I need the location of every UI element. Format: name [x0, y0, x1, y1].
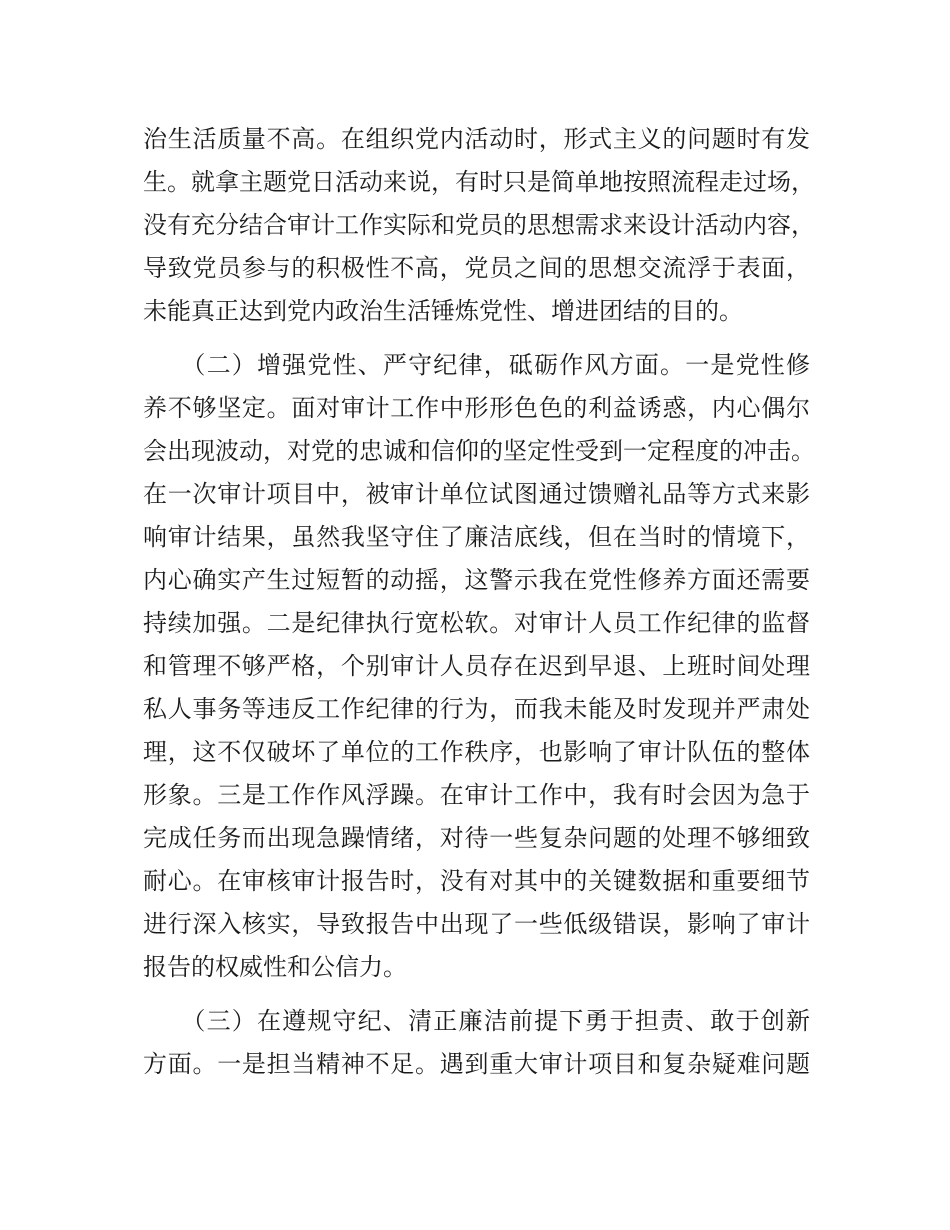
text-line: 理，这不仅破坏了单位的工作秩序，也影响了审计队伍的整体: [143, 738, 810, 766]
text-line: 治生活质量不高。在组织党内活动时，形式主义的问题时有发: [143, 125, 810, 153]
text-line: 未能真正达到党内政治生活锤炼党性、增进团结的目的。: [143, 297, 743, 325]
paragraph-3: [143, 1000, 810, 1086]
text-line: 形象。三是工作作风浮躁。在审计工作中，我有时会因为急于: [143, 781, 810, 809]
text-line: （二）增强党性、严守纪律，砥砺作风方面。一是党性修: [143, 351, 810, 379]
text-line: 响审计结果，虽然我坚守住了廉洁底线，但在当时的情境下，: [143, 523, 810, 551]
text-line: 和管理不够严格，个别审计人员存在迟到早退、上班时间处理: [143, 652, 810, 680]
text-line: 完成任务而出现急躁情绪，对待一些复杂问题的处理不够细致: [143, 824, 810, 852]
text-line: 生。就拿主题党日活动来说，有时只是简单地按照流程走过场，: [143, 168, 815, 196]
text-line: 在一次审计项目中，被审计单位试图通过馈赠礼品等方式来影: [143, 480, 810, 508]
text-line: 会出现波动，对党的忠诚和信仰的坚定性受到一定程度的冲击。: [143, 437, 815, 465]
text-line: （三）在遵规守纪、清正廉洁前提下勇于担责、敢于创新: [143, 1007, 810, 1035]
text-line: 内心确实产生过短暂的动摇，这警示我在党性修养方面还需要: [143, 566, 810, 594]
text-line: 导致党员参与的积极性不高，党员之间的思想交流浮于表面，: [143, 254, 810, 282]
text-line: 持续加强。二是纪律执行宽松软。对审计人员工作纪律的监督: [143, 609, 810, 637]
text-line: 私人事务等违反工作纪律的行为，而我未能及时发现并严肃处: [143, 695, 810, 723]
text-line: 耐心。在审核审计报告时，没有对其中的关键数据和重要细节: [143, 867, 810, 895]
text-line: 养不够坚定。面对审计工作中形形色色的利益诱惑，内心偶尔: [143, 394, 810, 422]
text-line: 没有充分结合审计工作实际和党员的思想需求来设计活动内容，: [143, 211, 815, 239]
paragraph-1: [143, 118, 815, 333]
paragraph-2: [143, 344, 815, 989]
text-line: 报告的权威性和公信力。: [143, 953, 407, 981]
document-body: [143, 118, 815, 1086]
text-line: 方面。一是担当精神不足。遇到重大审计项目和复杂疑难问题: [143, 1050, 810, 1078]
text-line: 进行深入核实，导致报告中出现了一些低级错误，影响了审计: [143, 910, 810, 938]
